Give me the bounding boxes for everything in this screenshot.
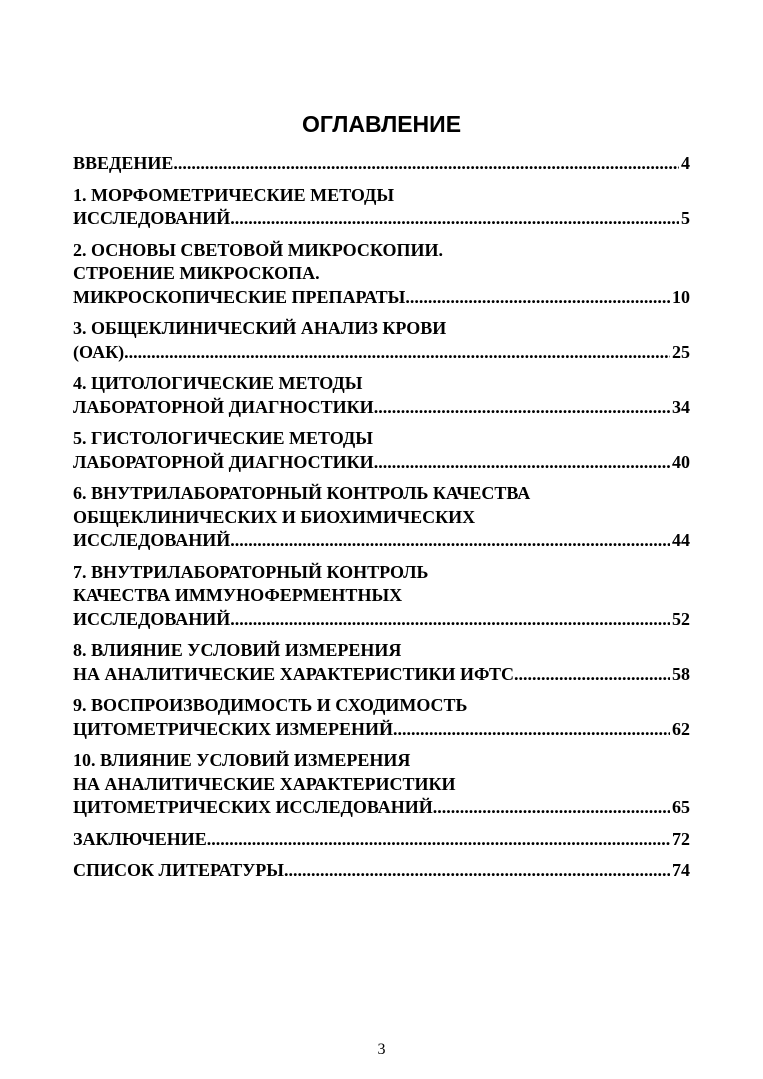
toc-entry-page-number: 34 xyxy=(672,396,690,417)
toc-entry-page-number: 72 xyxy=(672,828,690,849)
toc-entry-last-line xyxy=(73,608,690,632)
toc-entry-last-line xyxy=(73,152,690,176)
toc-entry-page-number: 62 xyxy=(672,718,690,739)
toc-entry-title-line: ВВЕДЕНИЕ xyxy=(73,153,174,173)
dot-leader xyxy=(374,451,670,475)
toc-entry-title-line: 10. ВЛИЯНИЕ УСЛОВИЙ ИЗМЕРЕНИЯ xyxy=(73,750,411,770)
toc-entry-title-line: ИССЛЕДОВАНИЙ xyxy=(73,208,231,228)
toc-entry-title-line: ИССЛЕДОВАНИЙ xyxy=(73,608,231,629)
dot-leader xyxy=(207,828,670,852)
toc-entry-title-line: КАЧЕСТВА ИММУНОФЕРМЕНТНЫХ xyxy=(73,585,403,605)
dot-leader xyxy=(124,341,670,365)
toc-entry[interactable] xyxy=(73,372,690,419)
toc-entry-last-line xyxy=(73,396,690,420)
toc-entry-title-line: 5. ГИСТОЛОГИЧЕСКИЕ МЕТОДЫ xyxy=(73,428,373,448)
toc-entry-page-number: 4 xyxy=(681,153,690,173)
toc-entry-title-line: СПИСОК ЛИТЕРАТУРЫ xyxy=(73,860,284,880)
toc-entry-last-line xyxy=(73,451,690,475)
toc-entry-title-line: МИКРОСКОПИЧЕСКИЕ ПРЕПАРАТЫ xyxy=(73,286,406,307)
toc-entry-last-line xyxy=(73,859,690,883)
toc-entry-page-number: 25 xyxy=(672,341,690,362)
toc-entry-title-line: 6. ВНУТРИЛАБОРАТОРНЫЙ КОНТРОЛЬ КАЧЕСТВА xyxy=(73,483,531,503)
dot-leader xyxy=(405,286,670,310)
toc-entry-last-line xyxy=(73,207,690,231)
toc-entry[interactable] xyxy=(73,239,690,310)
dot-leader xyxy=(433,796,670,820)
page-title: ОГЛАВЛЕНИЕ xyxy=(301,111,462,137)
toc-entry-title-line: (ОАК) xyxy=(73,341,125,362)
toc-entry[interactable] xyxy=(73,482,690,553)
toc-entry-title-line: ЦИТОМЕТРИЧЕСКИХ ИЗМЕРЕНИЙ xyxy=(73,718,394,739)
toc-entry-page-number: 74 xyxy=(672,860,690,880)
toc-entry-title-line: 9. ВОСПРОИЗВОДИМОСТЬ И СХОДИМОСТЬ xyxy=(73,695,468,715)
toc-entry-page-number: 10 xyxy=(672,286,690,307)
page-number: 3 xyxy=(377,1041,386,1058)
toc-entry-last-line xyxy=(73,286,690,310)
toc-entry-title-line: ОБЩЕКЛИНИЧЕСКИХ И БИОХИМИЧЕСКИХ xyxy=(73,506,476,527)
toc-entry[interactable] xyxy=(73,694,690,741)
dot-leader xyxy=(230,529,670,553)
toc-entry[interactable] xyxy=(73,427,690,474)
toc-entry-page-number: 65 xyxy=(672,797,690,817)
toc-entry-last-line xyxy=(73,718,690,742)
dot-leader xyxy=(230,207,679,231)
toc-entry-last-line xyxy=(73,341,690,365)
toc-entry-page-number: 40 xyxy=(672,451,690,472)
toc-entry[interactable] xyxy=(73,749,690,820)
toc-entry-title-line: 3. ОБЩЕКЛИНИЧЕСКИЙ АНАЛИЗ КРОВИ xyxy=(73,318,447,338)
toc-entry-last-line xyxy=(73,663,690,687)
dot-leader xyxy=(374,396,670,420)
dot-leader xyxy=(284,859,670,883)
toc-entry-title-line: СТРОЕНИЕ МИКРОСКОПА. xyxy=(73,263,320,283)
dot-leader xyxy=(393,718,670,742)
toc-entry-title-line: 7. ВНУТРИЛАБОРАТОРНЫЙ КОНТРОЛЬ xyxy=(73,561,429,582)
toc-entry[interactable] xyxy=(73,152,690,176)
toc-entry-title-line: 8. ВЛИЯНИЕ УСЛОВИЙ ИЗМЕРЕНИЯ xyxy=(73,640,402,660)
toc-entry-title-line: ЦИТОМЕТРИЧЕСКИХ ИССЛЕДОВАНИЙ xyxy=(73,797,433,817)
toc-entry-page-number: 5 xyxy=(681,208,690,228)
toc-entry-last-line xyxy=(73,529,690,553)
toc-entry[interactable] xyxy=(73,317,690,364)
toc-entry[interactable] xyxy=(73,859,690,883)
dot-leader xyxy=(230,608,670,632)
table-of-contents xyxy=(73,152,690,891)
toc-entry-title-line: НА АНАЛИТИЧЕСКИЕ ХАРАКТЕРИСТИКИ xyxy=(73,773,456,794)
toc-entry[interactable] xyxy=(73,184,690,231)
toc-entry-title-line: НА АНАЛИТИЧЕСКИЕ ХАРАКТЕРИСТИКИ ИФТС xyxy=(73,663,515,684)
toc-entry-page-number: 44 xyxy=(672,530,690,550)
dot-leader xyxy=(514,663,670,687)
toc-entry-page-number: 58 xyxy=(672,663,690,684)
toc-entry[interactable] xyxy=(73,561,690,632)
toc-entry-title-line: 4. ЦИТОЛОГИЧЕСКИЕ МЕТОДЫ xyxy=(73,373,363,393)
toc-entry-title-line: 2. ОСНОВЫ СВЕТОВОЙ МИКРОСКОПИИ. xyxy=(73,239,443,260)
toc-entry-page-number: 52 xyxy=(672,608,690,629)
toc-entry-title-line: ЛАБОРАТОРНОЙ ДИАГНОСТИКИ xyxy=(73,451,374,472)
toc-entry-title-line: 1. МОРФОМЕТРИЧЕСКИЕ МЕТОДЫ xyxy=(73,184,395,205)
dot-leader xyxy=(173,152,679,176)
toc-entry[interactable] xyxy=(73,828,690,852)
toc-entry-title-line: ЗАКЛЮЧЕНИЕ xyxy=(73,828,207,849)
toc-entry-title-line: ЛАБОРАТОРНОЙ ДИАГНОСТИКИ xyxy=(73,396,374,417)
toc-entry-last-line xyxy=(73,828,690,852)
toc-entry-title-line: ИССЛЕДОВАНИЙ xyxy=(73,530,231,550)
toc-entry-last-line xyxy=(73,796,690,820)
toc-entry[interactable] xyxy=(73,639,690,686)
